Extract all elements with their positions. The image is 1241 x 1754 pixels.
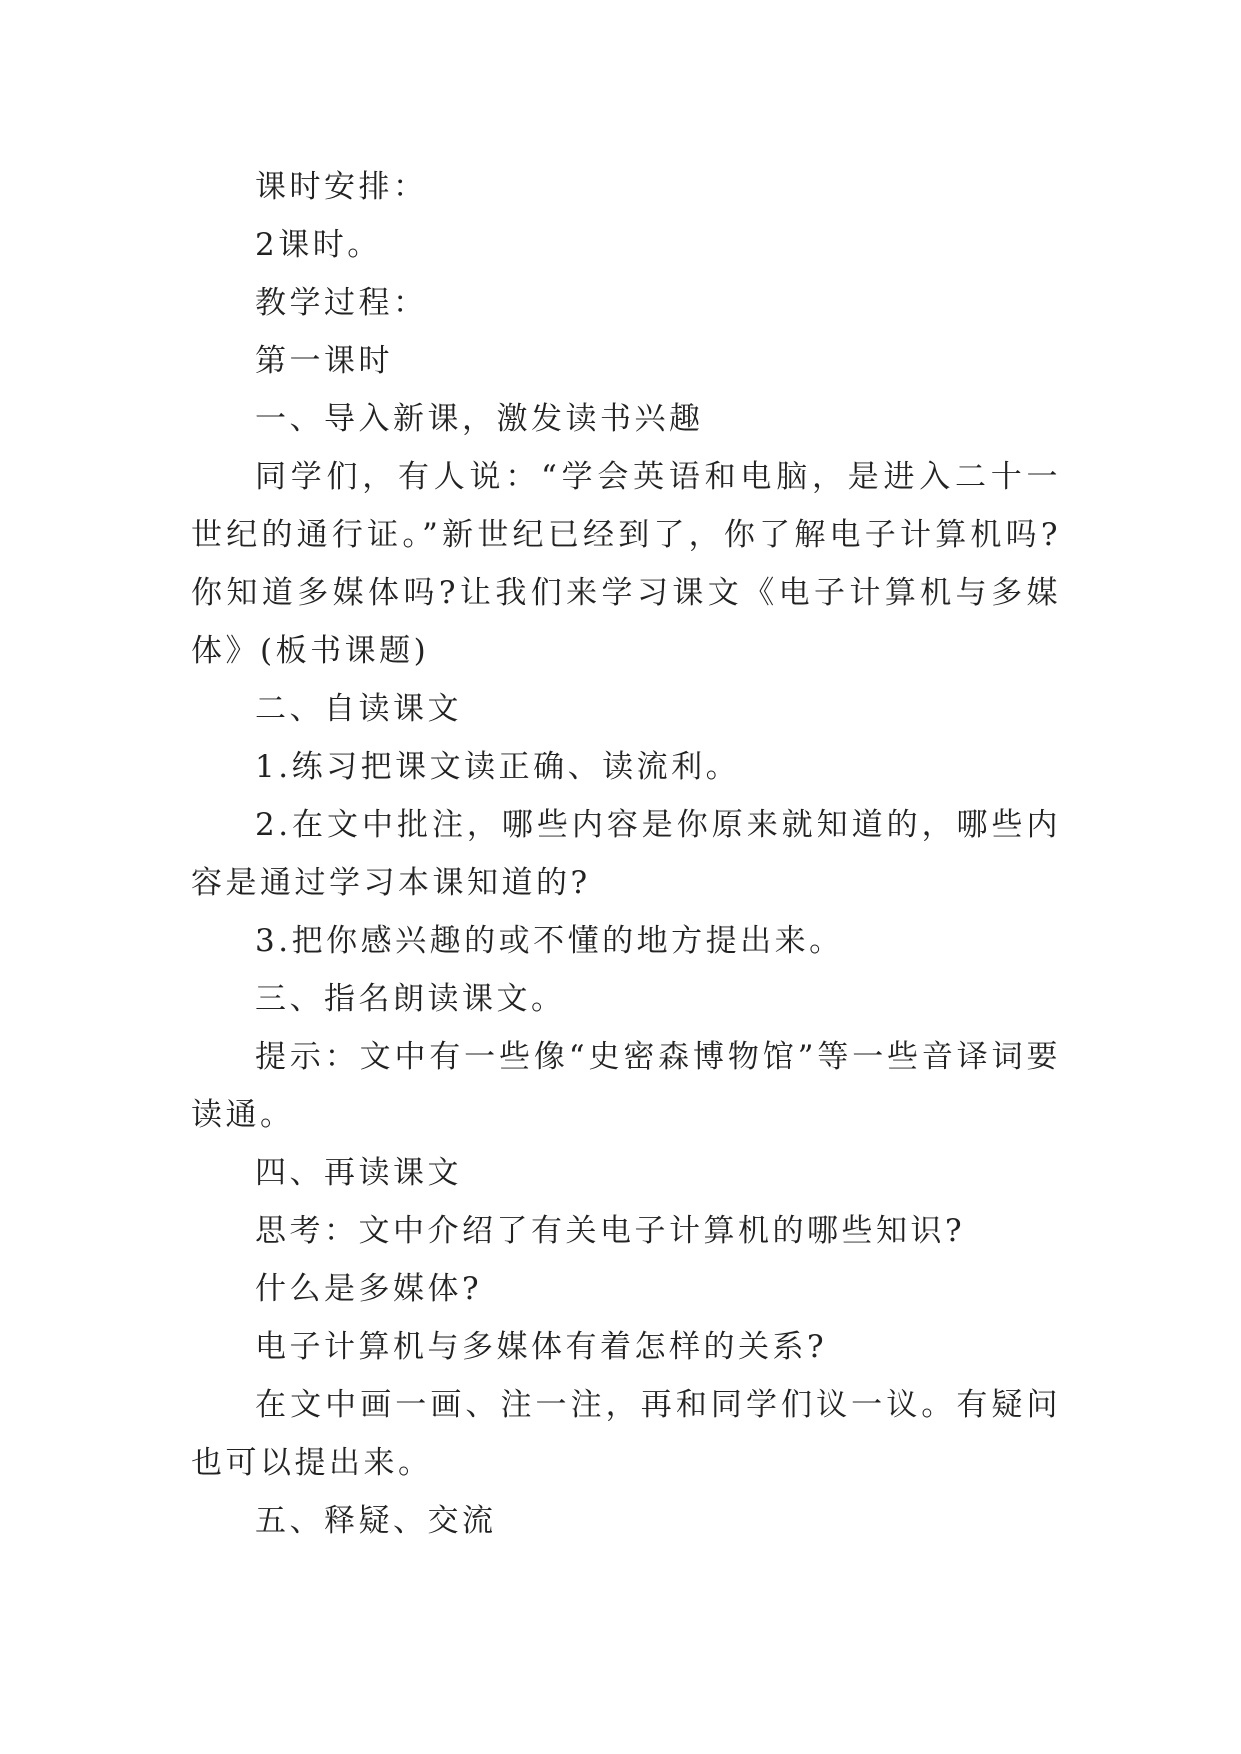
section-1-text: 同学们，有人说：“学会英语和电脑，是进入二十一世纪的通行证。”新世纪已经到了，你了解电子计算机吗?你知道多媒体吗?让我们来学习课文《电子计算机与多媒体》(板书课题) bbox=[191, 459, 1061, 669]
document-body bbox=[191, 158, 1061, 1550]
schedule-value: 2课时。 bbox=[255, 227, 382, 263]
heading-first-lesson: 第一课时 bbox=[255, 343, 393, 379]
section-5-title: 五、释疑、交流 bbox=[255, 1503, 497, 1539]
question-item: 电子计算机与多媒体有着怎样的关系? bbox=[255, 1329, 828, 1365]
list-item: 3.把你感兴趣的或不懂的地方提出来。 bbox=[255, 923, 844, 959]
section-3-title: 三、指名朗读课文。 bbox=[255, 981, 566, 1017]
heading-process: 教学过程： bbox=[255, 285, 428, 321]
question-item: 思考：文中介绍了有关电子计算机的哪些知识? bbox=[255, 1213, 966, 1249]
section-4-title: 四、再读课文 bbox=[255, 1155, 462, 1191]
section-4-text: 在文中画一画、注一注，再和同学们议一议。有疑问也可以提出来。 bbox=[191, 1387, 1061, 1481]
list-item: 2.在文中批注，哪些内容是你原来就知道的，哪些内容是通过学习本课知道的? bbox=[191, 807, 1061, 901]
section-2-title: 二、自读课文 bbox=[255, 691, 462, 727]
heading-schedule: 课时安排： bbox=[255, 169, 428, 205]
section-3-text: 提示：文中有一些像“史密森博物馆”等一些音译词要读通。 bbox=[191, 1039, 1061, 1133]
section-1-title: 一、导入新课，激发读书兴趣 bbox=[255, 401, 704, 437]
list-item: 1.练习把课文读正确、读流利。 bbox=[255, 749, 741, 785]
question-item: 什么是多媒体? bbox=[255, 1271, 483, 1307]
